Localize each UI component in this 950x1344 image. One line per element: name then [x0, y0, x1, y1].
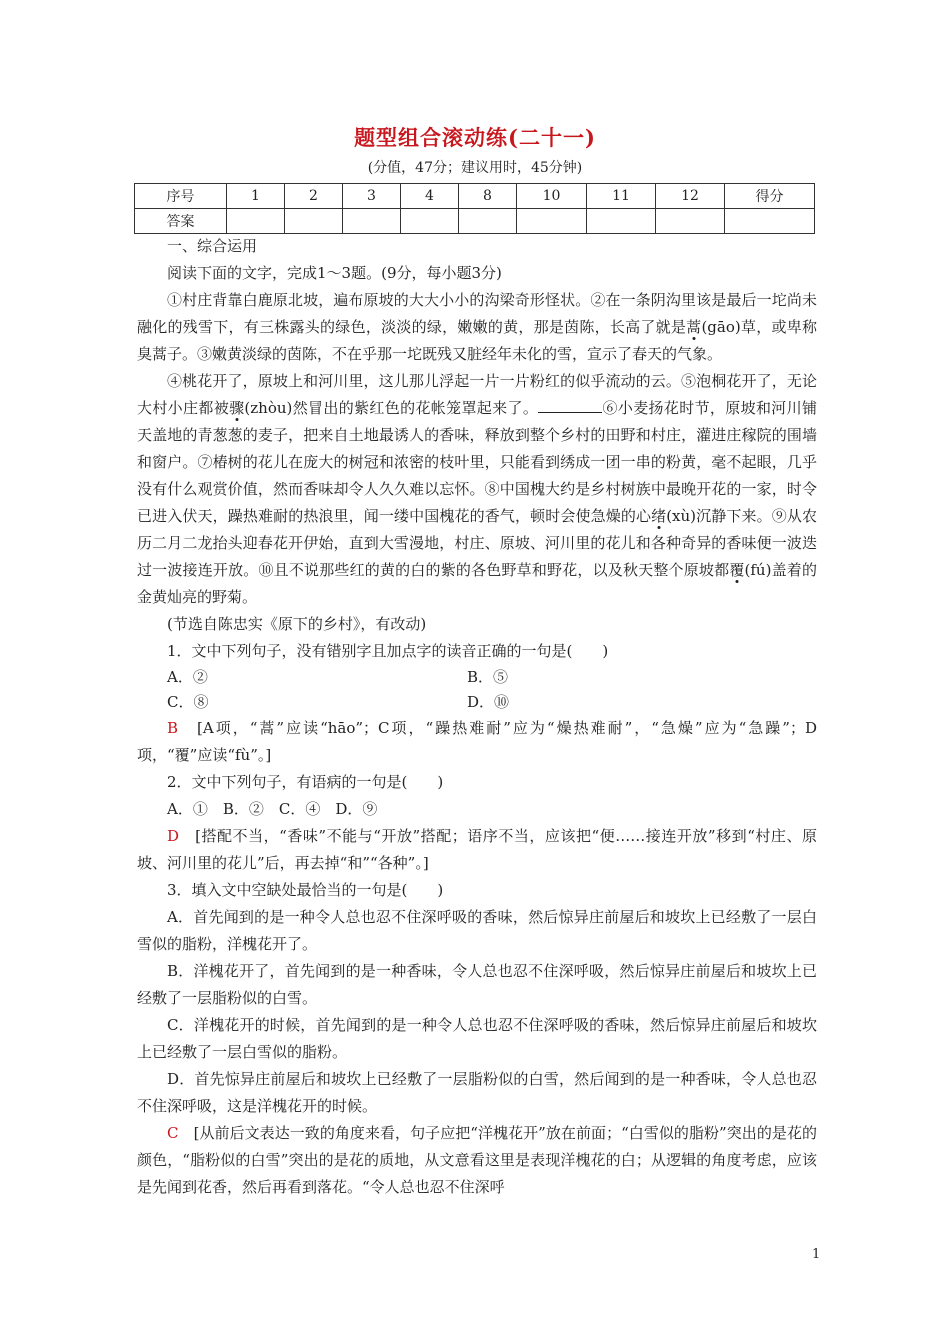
- passage-paragraph-2: [137, 368, 817, 611]
- passage-text: (xù)沉静下来。⑨从农历二月二龙抬头迎春花开伊始，直到大雪漫地，村庄、原坡、河川里的花儿和各种奇异的香味便一波迭过一波接连开放。⑩且不说那些红的黄的白的紫的各色野草和野花，以及秋天整个原坡都: [137, 507, 817, 579]
- answer-cell[interactable]: [227, 209, 285, 234]
- answer-letter: C: [167, 1124, 179, 1142]
- answer-letter: D: [167, 827, 180, 845]
- section-heading: 一、综合运用: [167, 237, 258, 255]
- passage-text: ①村庄背靠白鹿原北坡，遍布原坡的大大小小的沟梁奇形怪状。②在一条阴沟里该是最后一坨尚未融化的残雪下，有三株露头的绿色，淡淡的绿，嫩嫩的黄，那是茵陈，长高了就是: [137, 291, 817, 336]
- answer-letter: B: [167, 719, 179, 737]
- instruction: 阅读下面的文字，完成1～3题。(9分，每小题3分): [167, 264, 502, 282]
- score-header: 得分: [725, 184, 815, 209]
- answer-explanation: [搭配不当，“香味”不能与“开放”搭配；语序不当，应该把“便……接连开放”移到“村庄、原坡、河川里的花儿”后，再去掉“和”“各种”。]: [137, 827, 817, 872]
- fill-blank[interactable]: [538, 398, 602, 413]
- question-number-cell: 10: [517, 184, 587, 209]
- page-title: 题型组合滚动练(二十一): [354, 125, 596, 150]
- row-label-answer: 答案: [135, 209, 227, 234]
- passage-text: ④桃花开了，原坡上和河川里，这儿那儿浮起一片一片粉红的似乎流动的云。⑤泡桐花开了，无论大村小庄都被: [137, 372, 817, 417]
- question-number-cell: 2: [285, 184, 343, 209]
- dotted-char: 覆: [729, 561, 745, 579]
- question-number-cell: 8: [459, 184, 517, 209]
- option-c[interactable]: C．洋槐花开的时候，首先闻到的是一种令人总也忍不住深呼吸的香味，然后惊异庄前屋后和坡坎上已经敷了一层白雪似的脂粉。: [137, 1016, 817, 1061]
- dotted-char: 绪: [651, 507, 667, 525]
- passage-text: (gāo)草，或卑称臭蒿子。③嫩黄淡绿的茵陈，不在乎那一坨既残又脏经年未化的雪，宣示了春天的气象。: [137, 318, 817, 363]
- passage-text: (zhòu)然冒出的紫红色的花帐笼罩起来了。: [244, 399, 539, 417]
- question-2-options[interactable]: A．① B．② C．④ D．⑨: [167, 800, 378, 818]
- table-row: [135, 209, 815, 234]
- passage-source: (节选自陈忠实《原下的乡村》，有改动): [167, 615, 427, 633]
- option-a[interactable]: A．首先闻到的是一种令人总也忍不住深呼吸的香味，然后惊异庄前屋后和坡坎上已经敷了一层白雪似的脂粉，洋槐花开了。: [137, 908, 817, 953]
- question-1-options-row: [137, 690, 817, 715]
- row-label-number: 序号: [135, 184, 227, 209]
- question-number-cell: 12: [656, 184, 725, 209]
- answer-cell[interactable]: [401, 209, 459, 234]
- passage-paragraph-1: [137, 287, 817, 368]
- question-1-answer: [137, 715, 817, 769]
- answer-explanation: [从前后文表达一致的角度来看，句子应把“洋槐花开”放在前面；“白雪似的脂粉”突出的是花的颜色，“脂粉似的白雪”突出的是花的质地，从文意看这里是表现洋槐花的白；从逻辑的角度考虑，应该是先闻到花香，然后再看到落花。“令人总也忍不住深呼: [137, 1124, 817, 1196]
- page-number: 1: [812, 1247, 821, 1262]
- question-1-options-row: [137, 665, 817, 690]
- answer-cell[interactable]: [459, 209, 517, 234]
- question-1-stem: 1．文中下列句子，没有错别字且加点字的读音正确的一句是( ): [167, 642, 609, 660]
- answer-cell[interactable]: [587, 209, 656, 234]
- question-2-answer: [137, 823, 817, 877]
- option-b[interactable]: B．洋槐花开了，首先闻到的是一种香味，令人总也忍不住深呼吸，然后惊异庄前屋后和坡坎上已经敷了一层脂粉似的白雪。: [137, 962, 817, 1007]
- option-c[interactable]: C．⑧: [167, 693, 209, 711]
- answer-cell[interactable]: [517, 209, 587, 234]
- option-a[interactable]: A．②: [167, 668, 208, 686]
- option-d[interactable]: D．⑩: [467, 693, 510, 711]
- question-3-answer: [137, 1120, 817, 1201]
- answer-table: [134, 183, 815, 234]
- dotted-char: 骤: [229, 399, 245, 417]
- question-2-stem: 2．文中下列句子，有语病的一句是( ): [167, 773, 444, 791]
- page-subtitle: (分值，47分；建议用时，45分钟): [367, 160, 583, 176]
- option-d[interactable]: D．首先惊异庄前屋后和坡坎上已经敷了一层脂粉似的白雪，然后闻到的是一种香味，令人总也忍不住深呼吸，这是洋槐花开的时候。: [137, 1070, 817, 1115]
- table-row: [135, 184, 815, 209]
- question-number-cell: 4: [401, 184, 459, 209]
- answer-cell[interactable]: [343, 209, 401, 234]
- score-cell[interactable]: [725, 209, 815, 234]
- dotted-char: 蒿: [686, 318, 702, 336]
- question-3-stem: 3．填入文中空缺处最恰当的一句是( ): [167, 881, 444, 899]
- option-b[interactable]: B．⑤: [467, 668, 509, 686]
- question-number-cell: 11: [587, 184, 656, 209]
- answer-explanation: [A项，“蒿”应读“hāo”；C项，“躁热难耐”应为“燥热难耐”，“急燥”应为“急躁”；D项，“覆”应读“fù”。]: [137, 719, 817, 764]
- question-number-cell: 3: [343, 184, 401, 209]
- answer-cell[interactable]: [285, 209, 343, 234]
- answer-cell[interactable]: [656, 209, 725, 234]
- passage-text: (fú)盖着的金黄灿亮的野菊。: [137, 561, 817, 606]
- passage-text: ⑥小麦扬花时节，原坡和河川铺天盖地的青葱葱的麦子，把来自土地最诱人的香味，释放到整个乡村的田野和村庄，灌进庄稼院的围墙和窗户。⑦椿树的花儿在庞大的树冠和浓密的枝叶里，只能看到绣成一团一串的粉黄，毫不起眼，几乎没有什么观赏价值，然而香味却令人久久难以忘怀。⑧中国槐大约是乡村树族中最晚开花的一家，时令已进入伏天，躁热难耐的热浪里，闻一缕中国槐花的香气，顿时会使急燥的心: [137, 399, 817, 525]
- question-number-cell: 1: [227, 184, 285, 209]
- content-area: [137, 233, 817, 1201]
